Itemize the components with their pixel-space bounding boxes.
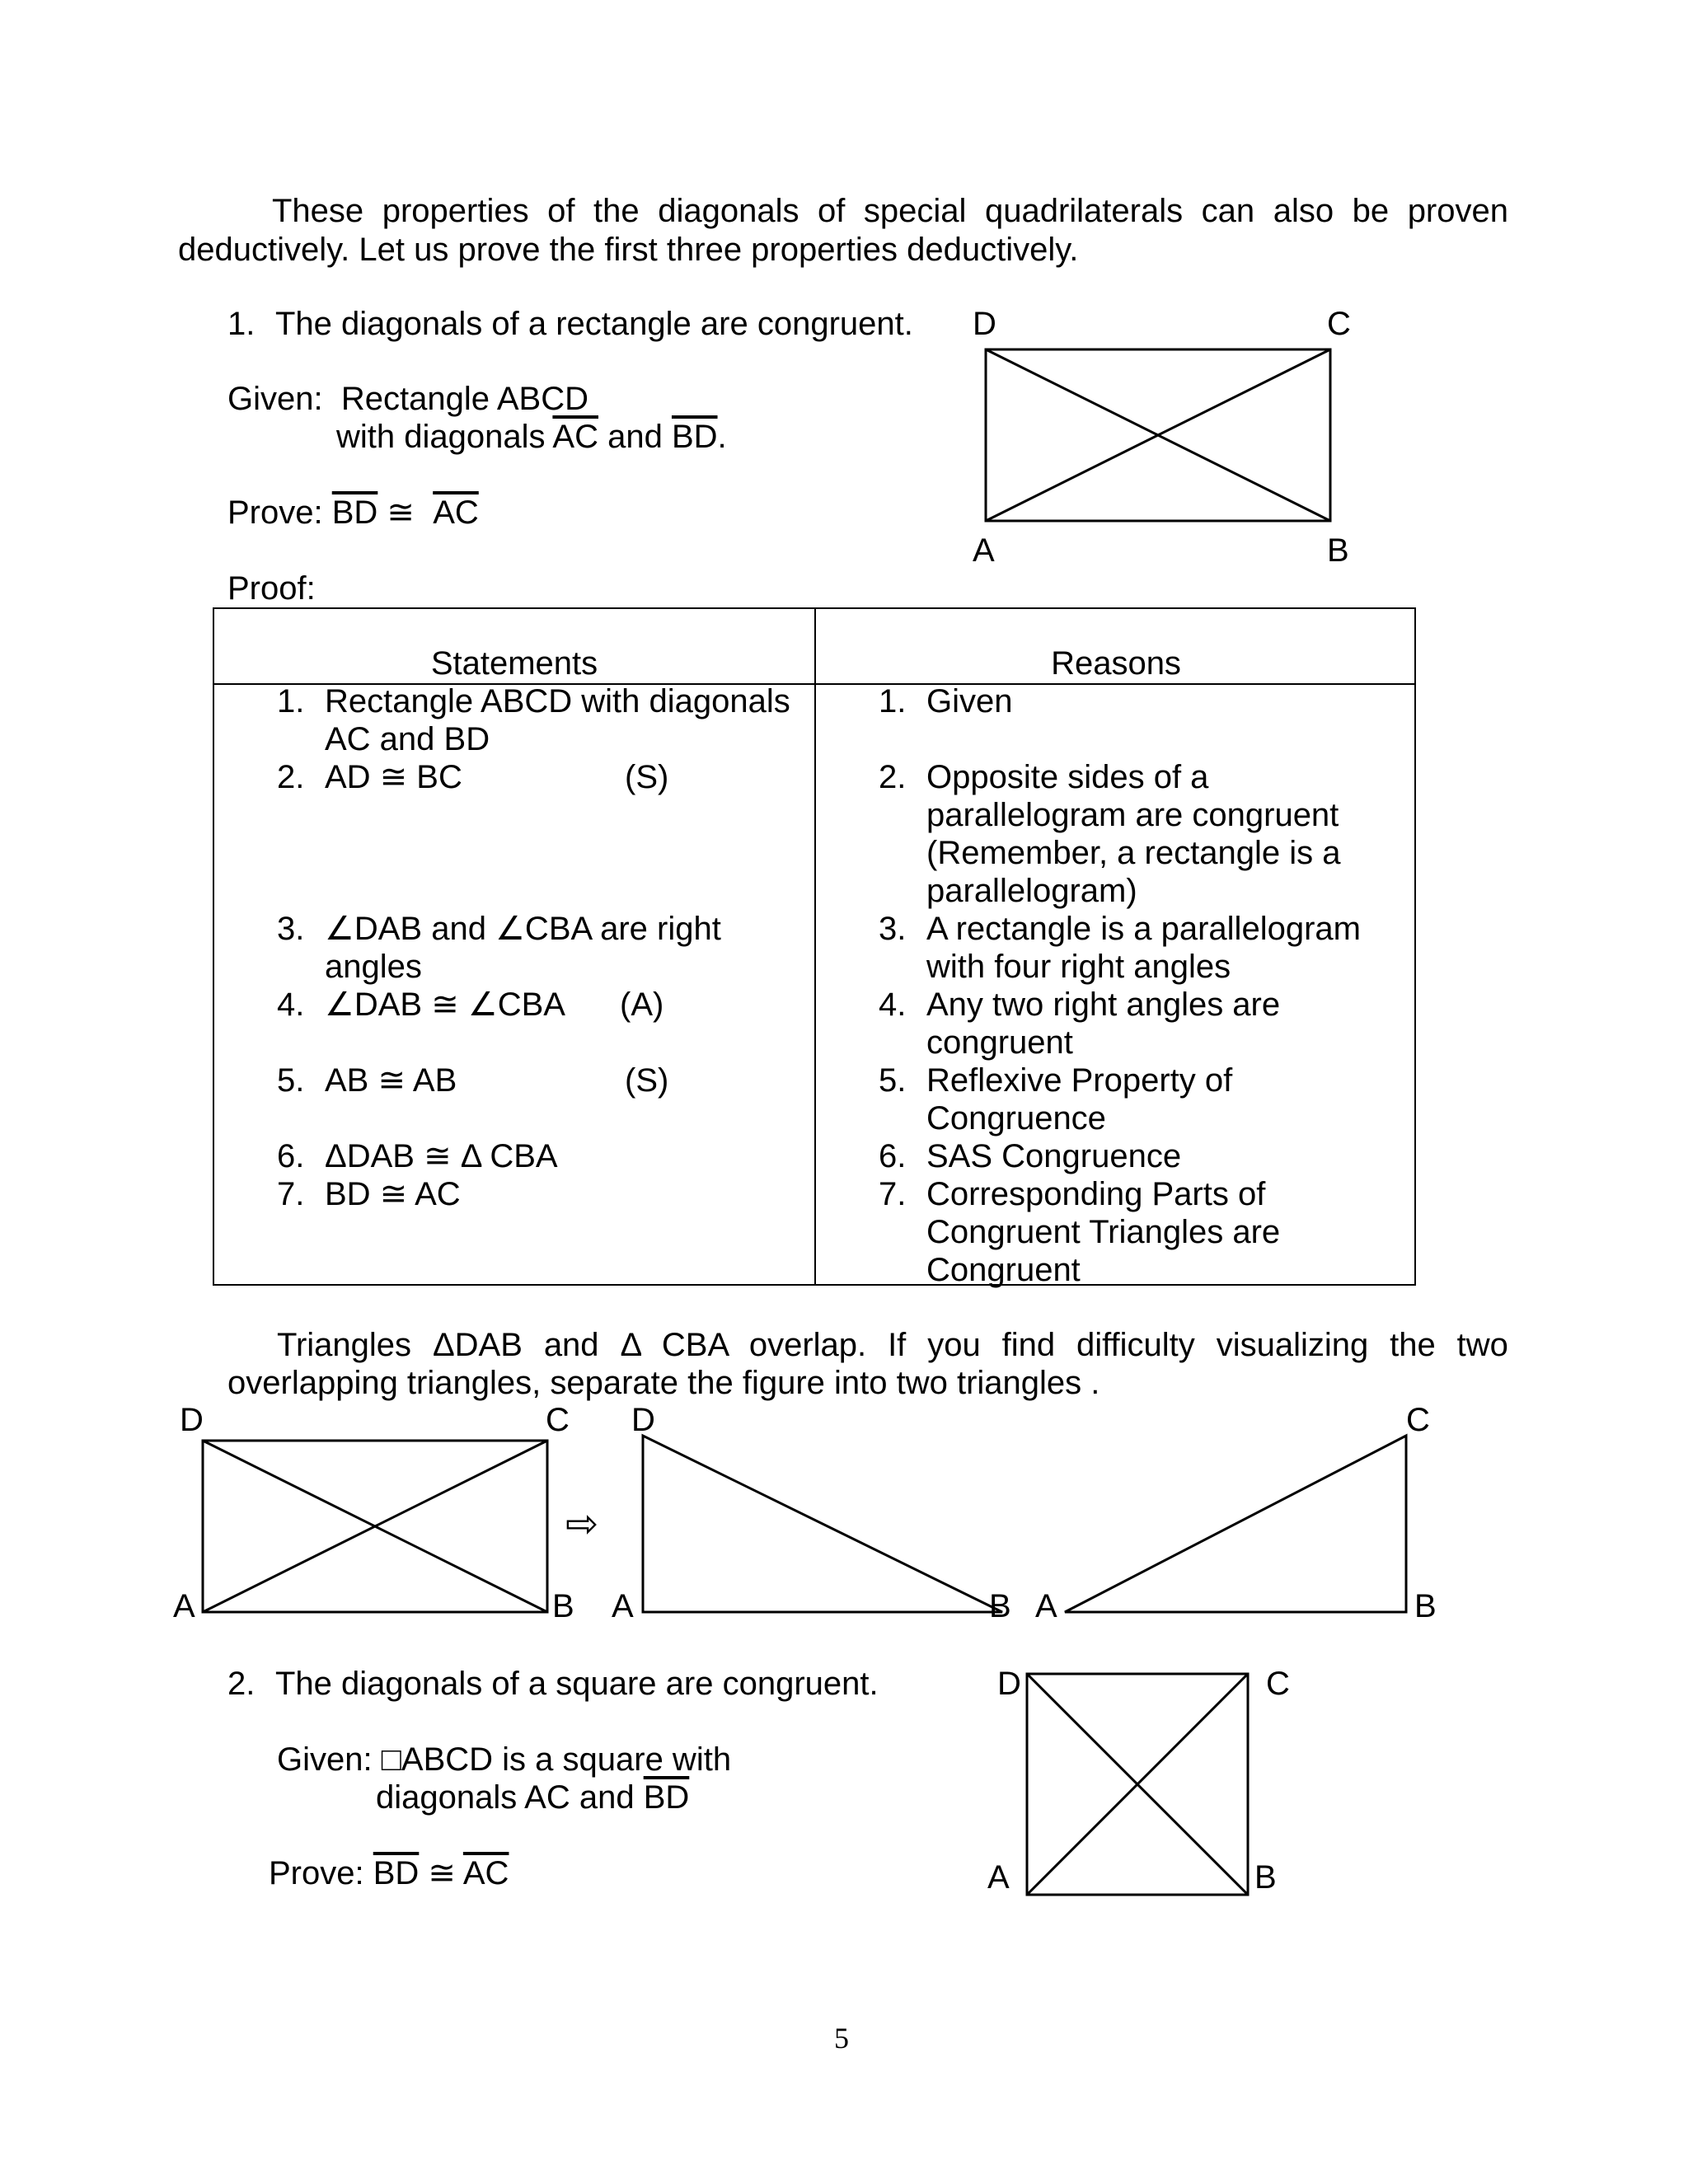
- item2-heading: [227, 1665, 879, 1703]
- reason-text-cont: parallelogram): [926, 873, 1137, 909]
- reason-text: Any two right angles are: [926, 987, 1281, 1023]
- overlap-note-line1: [277, 1326, 1508, 1364]
- reason-number: 7.: [879, 1176, 907, 1212]
- statement-text: ∠DAB and ∠CBA are right: [325, 911, 721, 947]
- overlap-note-line2: overlapping triangles, separate the figure into two triangles .: [227, 1365, 1100, 1401]
- reason-number: 2.: [879, 759, 907, 795]
- statement-number: 4.: [277, 987, 305, 1023]
- item1-number: 1.: [227, 306, 256, 342]
- square-abcd-figure: [1022, 1669, 1253, 1900]
- item2-given-label: Given:: [277, 1741, 373, 1778]
- reason-text-cont: congruent: [926, 1024, 1073, 1061]
- reason-text-cont: (Remember, a rectangle is a: [926, 835, 1341, 871]
- reason-number: 1.: [879, 683, 907, 719]
- page-number: 5: [834, 2022, 849, 2055]
- fig2-label-a: A: [987, 1859, 1010, 1896]
- statement-5-tag: (S): [625, 1062, 669, 1099]
- item2-prove-bd: $\overline{BD}$: [373, 1855, 420, 1891]
- intro-word: be: [1352, 193, 1390, 229]
- statement-4-tag: (A): [620, 987, 664, 1023]
- item1-given-line1: [227, 380, 588, 418]
- intro-line2: deductively. Let us prove the first three properties deductively.: [178, 232, 1079, 268]
- arrow-icon: ⇨: [565, 1501, 599, 1547]
- sep-tri1-label-b: B: [989, 1588, 1011, 1624]
- statement-number: 5.: [277, 1062, 305, 1099]
- table-column-divider: [814, 609, 816, 1284]
- reason-text-cont: parallelogram are congruent: [926, 797, 1339, 833]
- statement-1: [277, 682, 790, 758]
- item2-text: The diagonals of a square are congruent.: [275, 1666, 879, 1702]
- reason-number: 6.: [879, 1138, 907, 1174]
- congruent-symbol: ≅: [419, 1855, 463, 1891]
- overlap-word: difficulty: [1076, 1327, 1195, 1363]
- sep-tri1-label-d: D: [631, 1402, 655, 1438]
- statement-text: AB ≅ AB: [325, 1062, 457, 1099]
- intro-word: of: [547, 193, 575, 229]
- overlap-word: If: [888, 1327, 907, 1363]
- reason-text: Corresponding Parts of: [926, 1176, 1266, 1212]
- statement-text-cont: angles: [325, 949, 422, 985]
- statement-text: Rectangle ABCD with diagonals: [325, 683, 790, 719]
- reason-text: A rectangle is a parallelogram: [926, 911, 1361, 947]
- intro-word: proven: [1407, 193, 1508, 229]
- intro-word: can: [1201, 193, 1255, 229]
- item2-given-line1: [277, 1741, 731, 1779]
- statement-number: 6.: [277, 1138, 305, 1174]
- overlap-word: you: [927, 1327, 981, 1363]
- item1-prove: [227, 494, 479, 532]
- statement-2: [277, 758, 462, 796]
- sep-rect-label-b: B: [552, 1588, 574, 1624]
- item1-prove-ac: $\overline{AC}$: [433, 494, 479, 531]
- sep-rect-label-c: C: [546, 1402, 570, 1438]
- reason-1: [879, 682, 1013, 720]
- item2-prove-label: Prove:: [269, 1855, 364, 1891]
- fig2-label-b: B: [1254, 1859, 1277, 1896]
- fig1-label-c: C: [1327, 306, 1351, 342]
- overlap-word: CBA: [661, 1327, 728, 1363]
- fig2-label-d: D: [997, 1666, 1021, 1702]
- reason-4: [879, 986, 1280, 1062]
- item1-given-label: Given:: [227, 381, 323, 417]
- statement-number: 1.: [277, 683, 305, 719]
- proof-table: [213, 607, 1416, 1286]
- sep-rect-label-d: D: [180, 1402, 204, 1438]
- item2-number: 2.: [227, 1666, 256, 1702]
- intro-word: the: [593, 193, 640, 229]
- congruent-symbol: ≅: [377, 494, 424, 531]
- reason-text: Given: [926, 683, 1013, 719]
- reason-text-cont: Congruent Triangles are: [926, 1214, 1281, 1250]
- statement-6: [277, 1137, 558, 1175]
- reason-5: [879, 1062, 1232, 1137]
- item1-given-rect: Rectangle ABCD: [340, 381, 588, 417]
- intro-line1: [272, 192, 1508, 230]
- item2-prove-ac: $\overline{AC}$: [462, 1855, 509, 1891]
- item1-text: The diagonals of a rectangle are congruent.: [275, 306, 913, 342]
- item1-proof-label: Proof:: [227, 570, 316, 607]
- item2-given-line2: [376, 1779, 689, 1816]
- sep-rect-label-a: A: [173, 1588, 195, 1624]
- fig1-label-d: D: [973, 306, 996, 342]
- reason-7: [879, 1175, 1280, 1289]
- reasons-header: Reasons: [1051, 645, 1181, 682]
- overlap-word: Δ: [620, 1327, 640, 1363]
- reason-3: [879, 910, 1361, 986]
- statement-7: [277, 1175, 461, 1213]
- reason-6: [879, 1137, 1181, 1175]
- reason-text: Opposite sides of a: [926, 759, 1209, 795]
- sep-tri2-label-c: C: [1406, 1402, 1430, 1438]
- item2-given-prefix: diagonals AC and: [376, 1779, 644, 1816]
- reason-text-cont: with four right angles: [926, 949, 1231, 985]
- sep-tri1-label-a: A: [612, 1588, 634, 1624]
- statement-2-tag: (S): [625, 759, 669, 795]
- item1-given-ac: $\overline{AC}$: [552, 419, 598, 455]
- intro-word: also: [1273, 193, 1334, 229]
- reason-text-cont: Congruent: [926, 1252, 1081, 1288]
- intro-word: quadrilaterals: [984, 193, 1184, 229]
- reason-text-cont: Congruence: [926, 1100, 1106, 1137]
- statement-text: ∠DAB ≅ ∠CBA: [325, 987, 565, 1023]
- triangle-cba: [1065, 1436, 1406, 1612]
- sep-tri2-label-a: A: [1035, 1588, 1057, 1624]
- intro-word: diagonals: [658, 193, 799, 229]
- overlap-word: and: [543, 1327, 599, 1363]
- statements-header: Statements: [430, 645, 598, 682]
- statement-5: [277, 1062, 457, 1099]
- reason-text: SAS Congruence: [926, 1138, 1182, 1174]
- intro-word: special: [863, 193, 967, 229]
- statement-4: [277, 986, 565, 1024]
- overlap-word: overlap.: [748, 1327, 867, 1363]
- statement-3: [277, 910, 721, 986]
- reason-number: 4.: [879, 987, 907, 1023]
- item1-given-line2: [336, 418, 727, 456]
- statement-number: 7.: [277, 1176, 305, 1212]
- square-symbol-icon: □: [381, 1741, 401, 1778]
- item1-given-end: .: [717, 419, 727, 455]
- item2-given-bd: $\overline{BD}$: [643, 1779, 690, 1816]
- item1-prove-label: Prove:: [227, 494, 323, 531]
- item1-given-prefix: with diagonals: [336, 419, 553, 455]
- item1-prove-bd: $\overline{BD}$: [331, 494, 378, 531]
- intro-word: of: [818, 193, 846, 229]
- overlap-word: find: [1001, 1327, 1056, 1363]
- item1-given-bd: $\overline{BD}$: [671, 419, 718, 455]
- overlap-word: two: [1456, 1327, 1508, 1363]
- item1-heading: [227, 305, 913, 343]
- reason-number: 5.: [879, 1062, 907, 1099]
- statement-number: 2.: [277, 759, 305, 795]
- overlap-word: Triangles: [277, 1327, 412, 1363]
- sep-tri2-label-b: B: [1414, 1588, 1437, 1624]
- item2-given-text: ABCD is a square with: [401, 1741, 732, 1778]
- overlap-word: the: [1390, 1327, 1436, 1363]
- intro-word: These: [272, 193, 364, 229]
- statement-number: 3.: [277, 911, 305, 947]
- fig2-label-c: C: [1266, 1666, 1290, 1702]
- overlap-word: ΔDAB: [432, 1327, 523, 1363]
- statement-text: BD ≅ AC: [325, 1176, 461, 1212]
- fig1-label-b: B: [1327, 532, 1349, 569]
- item2-prove: [269, 1854, 509, 1892]
- statement-text-cont: AC and BD: [325, 721, 490, 757]
- statement-text: ΔDAB ≅ Δ CBA: [325, 1138, 558, 1174]
- reason-text: Reflexive Property of: [926, 1062, 1233, 1099]
- overlap-word: visualizing: [1216, 1327, 1369, 1363]
- statement-text: AD ≅ BC: [325, 759, 462, 795]
- fig1-label-a: A: [973, 532, 995, 569]
- reason-2: [879, 758, 1340, 910]
- reason-number: 3.: [879, 911, 907, 947]
- rectangle-abcd-figure: [981, 346, 1335, 527]
- intro-word: properties: [382, 193, 529, 229]
- item1-given-and: and: [598, 419, 672, 455]
- triangle-dab: [643, 1436, 1002, 1612]
